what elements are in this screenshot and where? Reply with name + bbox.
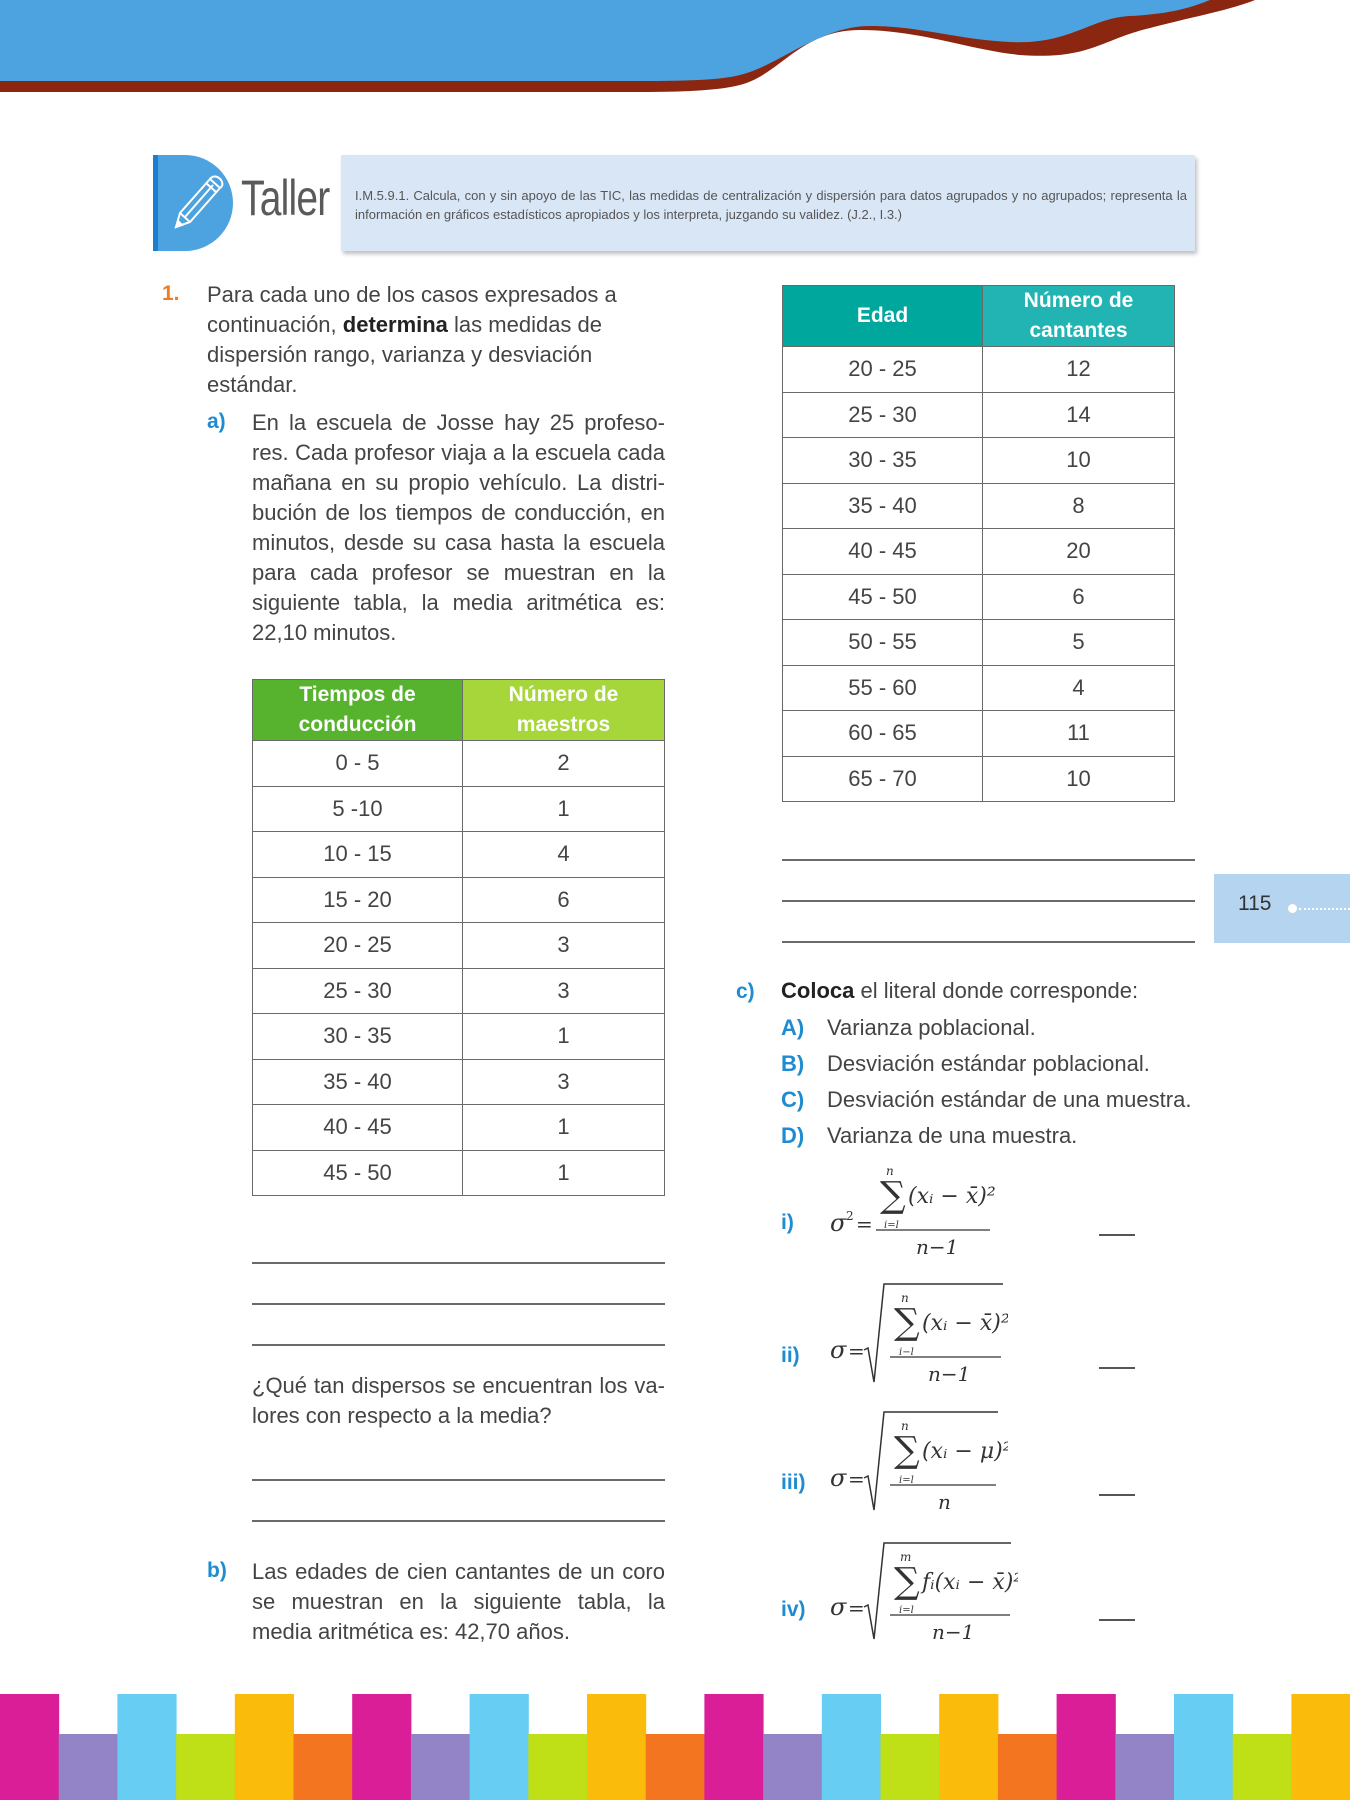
question-text — [207, 280, 665, 400]
option-label: D) — [781, 1123, 805, 1148]
column-header: Tiempos de conducción — [253, 680, 463, 741]
page-number: 115 — [1238, 892, 1272, 915]
sigma-sum-icon: ∑ — [880, 1175, 906, 1216]
taller-d-shape — [153, 155, 233, 251]
stripe — [59, 1734, 118, 1800]
question-keyword: determina — [342, 312, 448, 337]
table-header-row — [783, 286, 1175, 347]
interval-cell: 20 - 25 — [253, 923, 463, 969]
question-text-part: las medidas de dispersión rango, varianza y desviación estándar. — [207, 312, 603, 397]
table-row — [783, 620, 1175, 666]
sum-lower-limit: i=l — [899, 1605, 914, 1616]
part-a-text: En la escuela de Josse hay 25 profesores. Cada profesor viaja a la escuela cada mañana en su propio vehículo. La distribución de los tiempos de conducción, en minutos, desde su casa hasta la escuela para cada profesor se muestran en la siguiente tabla, la media aritmética es: 22,10 minutos. — [252, 410, 665, 645]
page-dot-icon — [1288, 904, 1297, 913]
frequency-cell: 4 — [983, 665, 1175, 711]
interval-cell: 45 - 50 — [783, 574, 983, 620]
stripe — [939, 1694, 998, 1800]
option-d — [781, 1123, 1077, 1149]
option-label: A) — [781, 1015, 805, 1040]
formula-i — [828, 1160, 1008, 1264]
stripe — [294, 1734, 353, 1800]
sum-upper-limit: n — [901, 1291, 909, 1305]
taller-banner — [153, 155, 1195, 251]
frequency-cell: 5 — [983, 620, 1175, 666]
sum-lower-limit: i−l — [899, 1347, 914, 1358]
formula-iv — [828, 1535, 1018, 1649]
answer-blank[interactable] — [1099, 1367, 1135, 1369]
interval-cell: 35 - 40 — [253, 1059, 463, 1105]
table-row — [253, 1105, 665, 1151]
formula-lhs: σ — [830, 1593, 847, 1621]
followup-question: ¿Qué tan dispersos se encuentran los valores con respecto a la media? — [252, 1373, 665, 1428]
interval-cell: 5 -10 — [253, 786, 463, 832]
frequency-cell: 11 — [983, 711, 1175, 757]
stripe — [528, 1734, 587, 1800]
option-label: B) — [781, 1051, 805, 1076]
stripe — [235, 1694, 294, 1800]
stripe — [470, 1694, 529, 1800]
interval-cell: 35 - 40 — [783, 483, 983, 529]
frequency-cell: 20 — [983, 529, 1175, 575]
stripe — [176, 1734, 235, 1800]
taller-title: Taller — [241, 170, 330, 226]
instruction-text: el literal donde corresponde: — [854, 978, 1139, 1003]
sum-term: (xᵢ − x̄)² — [922, 1311, 1008, 1336]
option-text: Varianza de una muestra. — [827, 1123, 1078, 1148]
stripe — [1174, 1694, 1233, 1800]
stripe — [646, 1734, 705, 1800]
formula-lhs: σ — [830, 1209, 847, 1237]
table-row — [253, 1150, 665, 1196]
frequency-cell: 8 — [983, 483, 1175, 529]
interval-cell: 20 - 25 — [783, 347, 983, 393]
option-text: Desviación estándar poblacional. — [827, 1051, 1150, 1076]
interval-cell: 30 - 35 — [253, 1014, 463, 1060]
stripe — [1057, 1694, 1116, 1800]
option-b — [781, 1051, 1150, 1077]
formula-lhs: σ — [830, 1464, 847, 1492]
sum-upper-limit: m — [900, 1550, 912, 1564]
sigma-sum-icon: ∑ — [894, 1430, 920, 1471]
frequency-cell: 3 — [463, 923, 665, 969]
formula-ii — [828, 1278, 1008, 1392]
table-row — [783, 711, 1175, 757]
column-header: Número de maestros — [463, 680, 665, 741]
indicator-text: I.M.5.9.1. Calcula, con y sin apoyo de las TIC, las medidas de centralización y dispersión para datos agrupados y no agrupados; representa la información en gráficos estadísticos apropiados y los interpreta, juzgando su validez. (J.2., I.3.) — [341, 155, 1195, 251]
sum-lower-limit: i=l — [899, 1475, 914, 1486]
question-number: 1. — [162, 282, 180, 305]
sum-term: (xᵢ − μ)² — [922, 1439, 1008, 1464]
question-text-part: Para cada uno de los casos expresados a continuación, — [207, 282, 617, 337]
column-header: Número de cantantes — [983, 286, 1175, 347]
formula-denominator: n−1 — [928, 1362, 971, 1386]
answer-blank[interactable] — [1099, 1234, 1135, 1236]
interval-cell: 45 - 50 — [253, 1150, 463, 1196]
interval-cell: 55 - 60 — [783, 665, 983, 711]
table-header-row — [253, 680, 665, 741]
table-row — [783, 483, 1175, 529]
table-row — [253, 786, 665, 832]
formula-lhs: σ — [830, 1336, 847, 1364]
instruction-keyword: Coloca — [781, 978, 855, 1003]
answer-line[interactable] — [252, 1479, 665, 1481]
answer-blank[interactable] — [1099, 1494, 1135, 1496]
formula-iii-label: iii) — [781, 1471, 806, 1494]
interval-cell: 40 - 45 — [783, 529, 983, 575]
option-label: C) — [781, 1087, 805, 1112]
answer-line[interactable] — [252, 1344, 665, 1346]
table-row — [253, 877, 665, 923]
stripe — [0, 1694, 59, 1800]
stripe — [117, 1694, 176, 1800]
frequency-cell: 10 — [983, 756, 1175, 802]
table-row — [783, 665, 1175, 711]
part-b-text: Las edades de cien cantantes de un coro se muestran en la siguiente tabla, la media aritmética es: 42,70 años. — [252, 1559, 665, 1644]
interval-cell: 25 - 30 — [783, 392, 983, 438]
stripe — [704, 1694, 763, 1800]
table-row — [783, 347, 1175, 393]
table-row — [253, 923, 665, 969]
answer-line[interactable] — [782, 859, 1195, 861]
formula-equals: = — [848, 1467, 865, 1491]
sum-lower-limit: i=l — [884, 1220, 899, 1231]
frequency-cell: 1 — [463, 1150, 665, 1196]
interval-cell: 15 - 20 — [253, 877, 463, 923]
interval-cell: 60 - 65 — [783, 711, 983, 757]
interval-cell: 10 - 15 — [253, 832, 463, 878]
page-number-tab — [1214, 874, 1350, 943]
stripe — [411, 1734, 470, 1800]
table-row — [783, 574, 1175, 620]
table-row — [253, 832, 665, 878]
column-header: Edad — [783, 286, 983, 347]
formula-exponent: 2 — [846, 1209, 854, 1223]
frequency-cell: 6 — [463, 877, 665, 923]
sum-upper-limit: n — [901, 1419, 909, 1433]
table-row — [783, 529, 1175, 575]
table-row — [253, 968, 665, 1014]
formula-equals: = — [848, 1339, 865, 1363]
option-c — [781, 1087, 1191, 1113]
frequency-cell: 10 — [983, 438, 1175, 484]
interval-cell: 65 - 70 — [783, 756, 983, 802]
taller-badge — [153, 155, 341, 251]
frequency-cell: 1 — [463, 786, 665, 832]
frequency-cell: 1 — [463, 1105, 665, 1151]
option-a — [781, 1015, 1036, 1041]
answer-blank[interactable] — [1099, 1619, 1135, 1621]
page-dotted-line — [1299, 908, 1350, 910]
sum-term: (xᵢ − x̄)² — [908, 1184, 996, 1209]
frequency-cell: 3 — [463, 968, 665, 1014]
interval-cell: 30 - 35 — [783, 438, 983, 484]
formula-iii — [828, 1406, 1008, 1520]
table-row — [253, 1014, 665, 1060]
formula-equals: = — [856, 1212, 873, 1236]
part-b-label: b) — [207, 1559, 227, 1582]
frequency-cell: 3 — [463, 1059, 665, 1105]
formula-denominator: n−1 — [932, 1620, 975, 1644]
frequency-cell: 6 — [983, 574, 1175, 620]
sum-term: fᵢ(xᵢ − x̄)² — [922, 1570, 1018, 1595]
sigma-sum-icon: ∑ — [894, 1302, 920, 1343]
frequency-cell: 4 — [463, 832, 665, 878]
formula-ii-label: ii) — [781, 1344, 800, 1367]
sigma-sum-icon: ∑ — [894, 1561, 920, 1602]
formula-i-label: i) — [781, 1211, 794, 1234]
part-a-label: a) — [207, 410, 226, 433]
stripe — [763, 1734, 822, 1800]
frequency-cell: 14 — [983, 392, 1175, 438]
frequency-cell: 2 — [463, 741, 665, 787]
answer-line[interactable] — [782, 900, 1195, 902]
option-text: Varianza poblacional. — [827, 1015, 1036, 1040]
stripe — [1291, 1694, 1350, 1800]
answer-line[interactable] — [252, 1303, 665, 1305]
stripe — [352, 1694, 411, 1800]
stripe — [822, 1694, 881, 1800]
formula-iv-label: iv) — [781, 1598, 806, 1621]
interval-cell: 0 - 5 — [253, 741, 463, 787]
driving-times-table — [252, 679, 665, 1196]
stripe — [587, 1694, 646, 1800]
part-c-label: c) — [736, 980, 755, 1003]
singer-ages-table — [782, 285, 1175, 802]
stripe — [881, 1734, 940, 1800]
formula-denominator: n — [938, 1490, 951, 1514]
answer-line[interactable] — [782, 941, 1195, 943]
table-row — [253, 1059, 665, 1105]
part-c-instruction — [781, 978, 1138, 1004]
footer-stripes-decoration — [0, 1694, 1350, 1800]
pencil-icon — [166, 169, 226, 235]
sum-upper-limit: n — [886, 1164, 894, 1178]
table-row — [783, 756, 1175, 802]
table-row — [783, 392, 1175, 438]
stripe — [998, 1734, 1057, 1800]
interval-cell: 50 - 55 — [783, 620, 983, 666]
frequency-cell: 1 — [463, 1014, 665, 1060]
table-row — [253, 741, 665, 787]
answer-line[interactable] — [252, 1262, 665, 1264]
formula-equals: = — [848, 1596, 865, 1620]
stripe — [1115, 1734, 1174, 1800]
interval-cell: 40 - 45 — [253, 1105, 463, 1151]
interval-cell: 25 - 30 — [253, 968, 463, 1014]
answer-line[interactable] — [252, 1520, 665, 1522]
header-wave-decoration — [0, 0, 1350, 100]
table-row — [783, 438, 1175, 484]
stripe — [1233, 1734, 1292, 1800]
frequency-cell: 12 — [983, 347, 1175, 393]
option-text: Desviación estándar de una muestra. — [827, 1087, 1192, 1112]
formula-denominator: n−1 — [916, 1235, 959, 1259]
